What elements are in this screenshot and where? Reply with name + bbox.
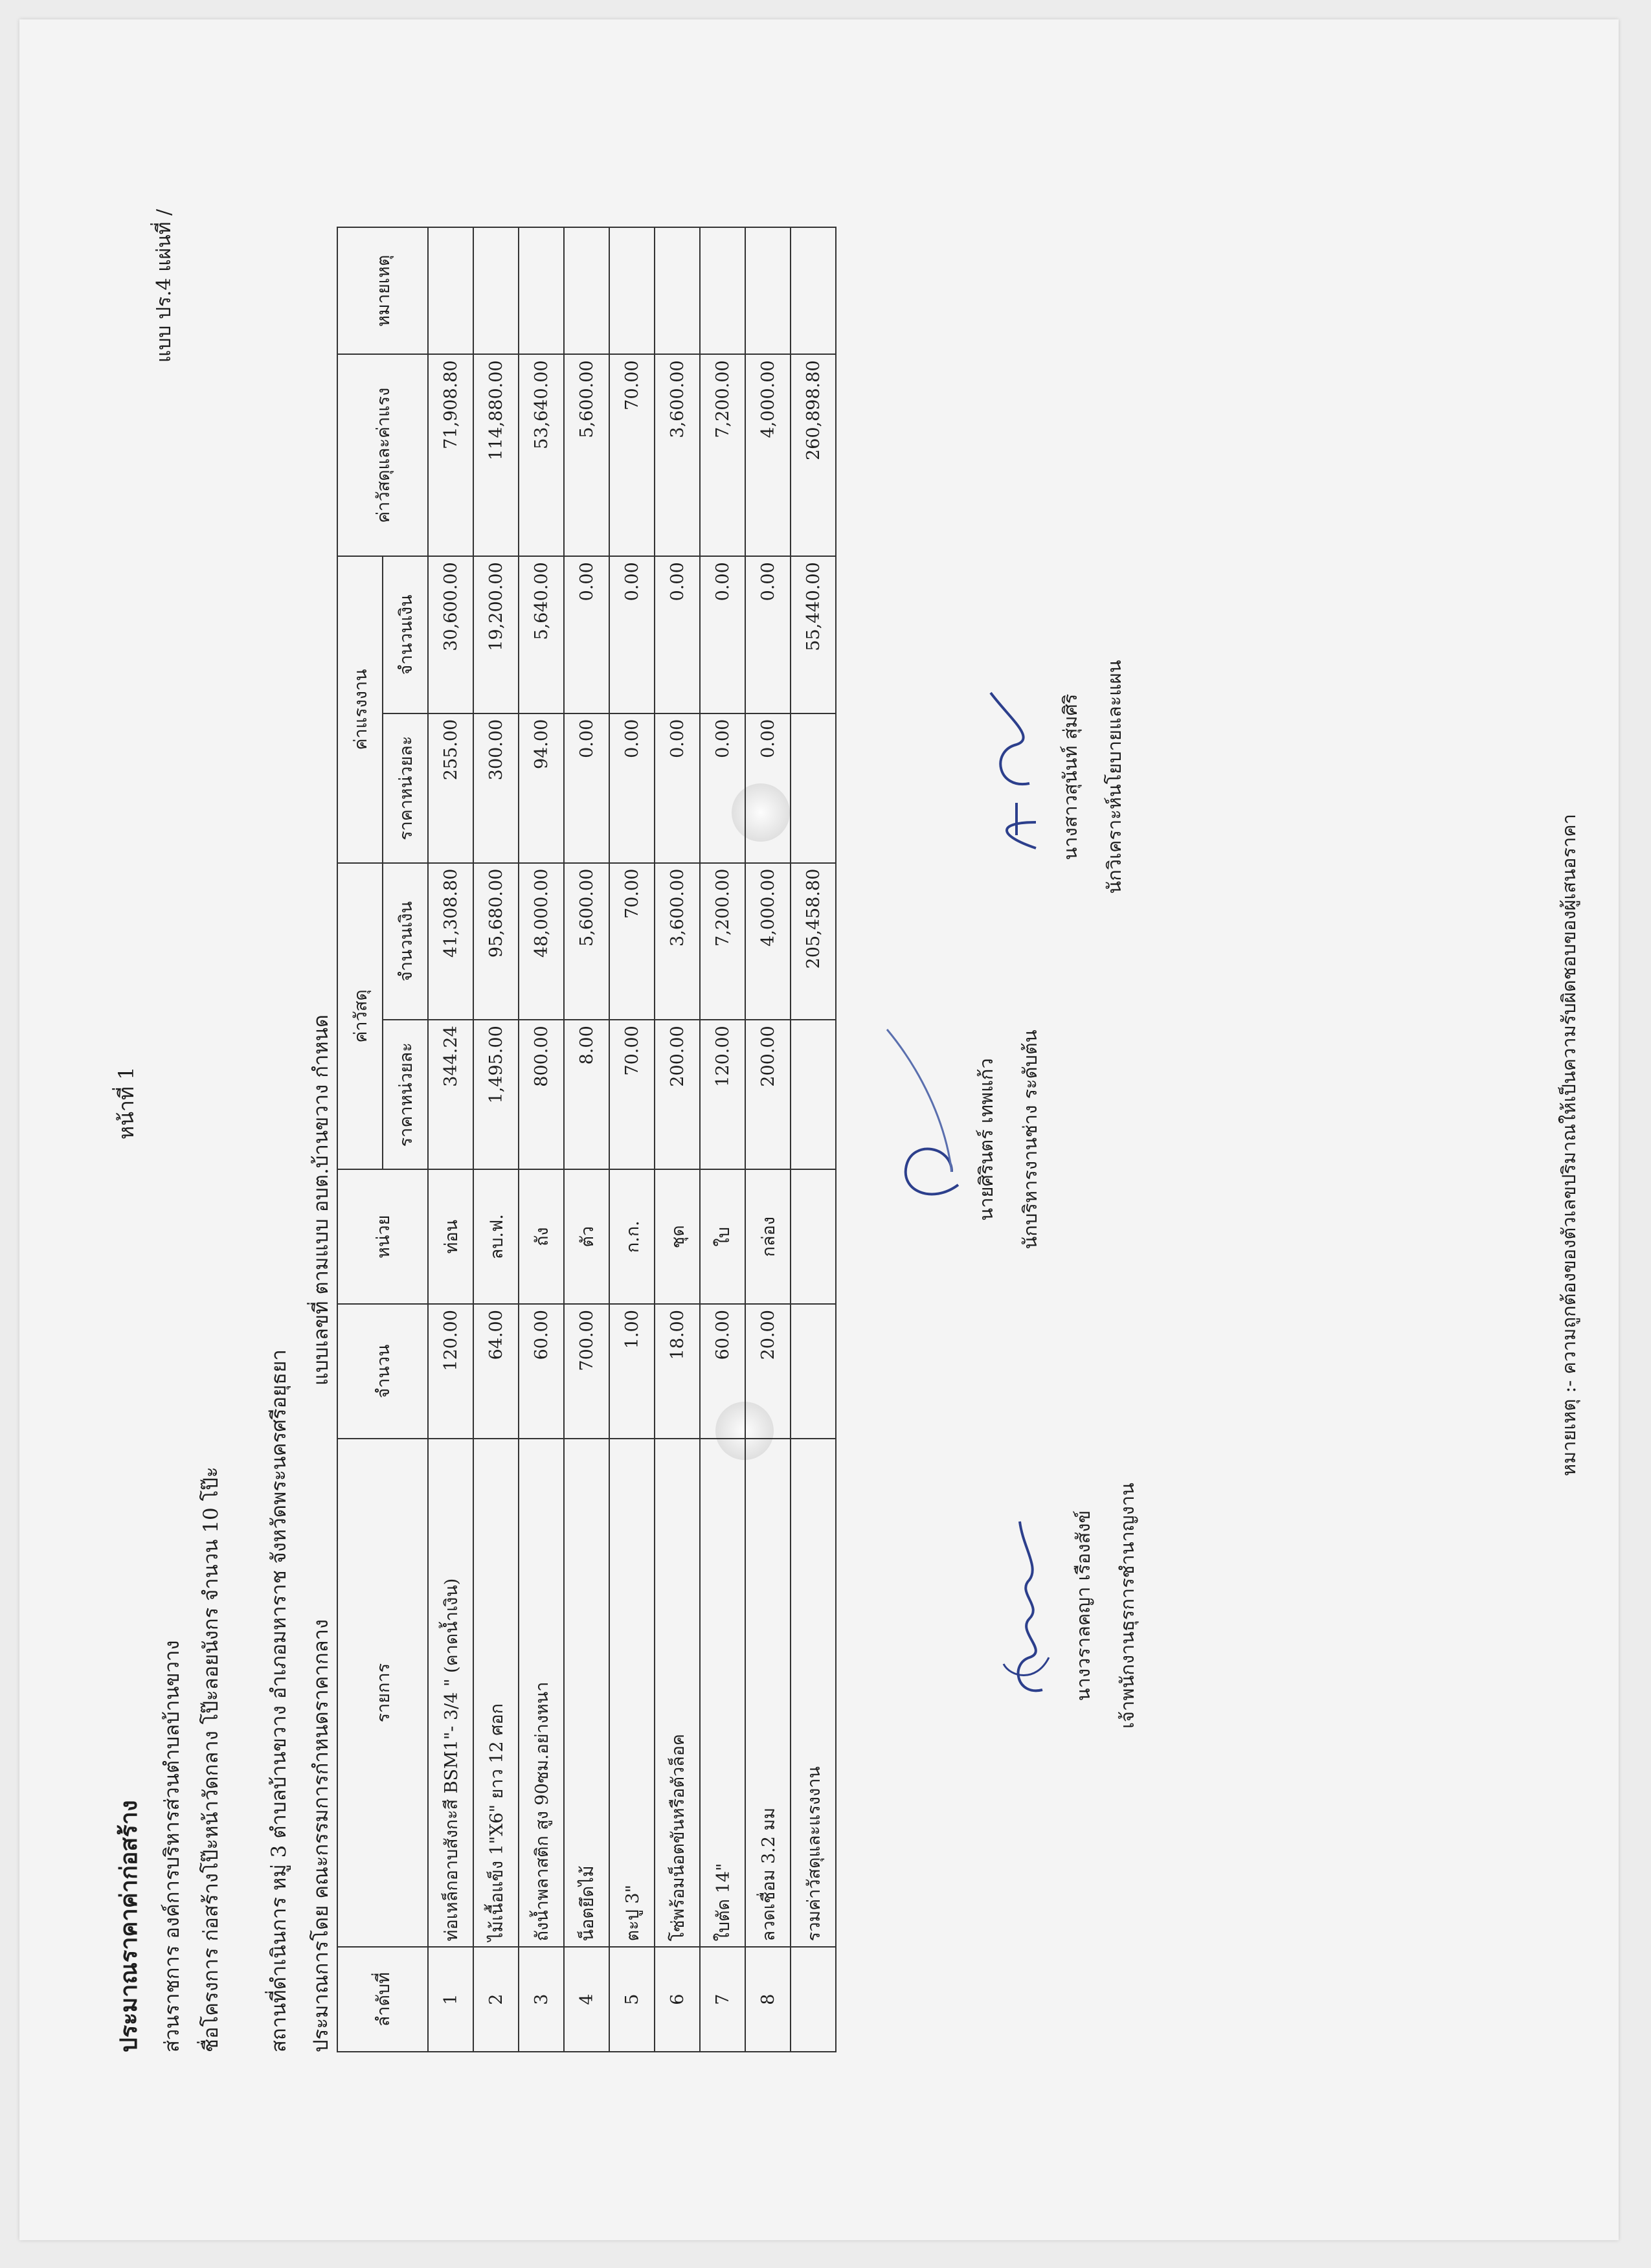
handwritten-signature-right: [971, 680, 1055, 874]
cell-lab-amount: 0.00: [609, 556, 655, 713]
cell-lab-amount: 0.00: [564, 556, 609, 713]
cell-mat-price: 120.00: [700, 1020, 745, 1169]
cell-mat-amount: 5,600.00: [564, 863, 609, 1020]
cell-total-empty: [791, 1304, 836, 1439]
footnote: หมายเหตุ :- ความถูกต้องของตัวเลขปริมาณให้เป็นความรับผิดชอบของผู้เสนอราคา: [1558, 814, 1580, 1476]
cell-lab-price: 0.00: [609, 713, 655, 863]
cell-item: ใบตัด 14": [700, 1439, 745, 1947]
cell-lab-amount: 19,200.00: [473, 556, 519, 713]
cell-mat-amount: 48,000.00: [519, 863, 564, 1020]
cell-unit: ใบ: [700, 1169, 745, 1304]
cell-remark: [519, 227, 564, 354]
cell-total: 53,640.00: [519, 354, 564, 556]
col-header-material: ค่าวัสดุ: [337, 863, 383, 1170]
col-header-total: ค่าวัสดุและค่าแรง: [337, 354, 428, 556]
cell-total-empty: [791, 1169, 836, 1304]
signer-right-name: นางสาวสุนันท์ สุ่มศิริ: [1059, 693, 1081, 860]
cell-mat-amount: 7,200.00: [700, 863, 745, 1020]
cell-mat-price: 70.00: [609, 1020, 655, 1169]
col-header-no: ลำดับที่: [337, 1947, 428, 2052]
cell-lab-price: 300.00: [473, 713, 519, 863]
cell-mat-price: 1,495.00: [473, 1020, 519, 1169]
cell-mat-price: 800.00: [519, 1020, 564, 1169]
cell-no: 6: [655, 1947, 700, 2052]
cell-mat-amount: 41,308.80: [428, 863, 473, 1020]
cell-remark: [564, 227, 609, 354]
cell-mat-price: 344.24: [428, 1020, 473, 1169]
cell-remark: [700, 227, 745, 354]
cell-item: ท่อเหล็กอาบสังกะสี BSM1"- 3/4 " (คาดน้ำเงิน): [428, 1439, 473, 1947]
cell-no: 7: [700, 1947, 745, 2052]
cell-total: 70.00: [609, 354, 655, 556]
agency-line: ส่วนราชการ องค์การบริหารส่วนตำบลบ้านขวาง: [161, 1640, 184, 2052]
signer-middle-name: นายศิรินตร์ เทพแก้ว: [975, 1058, 997, 1221]
cell-total: 5,600.00: [564, 354, 609, 556]
table-row: [609, 227, 655, 2052]
signature-block-left: [991, 1424, 1142, 1787]
table-total-row: [791, 227, 836, 2052]
cell-unit: ชุด: [655, 1169, 700, 1304]
cell-total: 3,600.00: [655, 354, 700, 556]
table-row: [745, 227, 791, 2052]
drawing-reference: แบบเลขที่ ตามแบบ อบต.บ้านขวาง กำหนด: [309, 1014, 333, 1386]
cell-no: 4: [564, 1947, 609, 2052]
cell-remark: [745, 227, 791, 354]
handwritten-signature-left: [991, 1509, 1068, 1703]
col-header-mat-amount: จำนวนเงิน: [383, 863, 428, 1020]
col-header-mat-price: ราคาหน่วยละ: [383, 1020, 428, 1169]
signer-middle-position: นักบริหารงานช่าง ระดับต้น: [1019, 1029, 1041, 1250]
col-header-item: รายการ: [337, 1439, 428, 1947]
col-header-lab-amount: จำนวนเงิน: [383, 556, 428, 713]
cell-qty: 120.00: [428, 1304, 473, 1439]
cell-item: ไม้เนื้อแข็ง 1"X6" ยาว 12 ศอก: [473, 1439, 519, 1947]
signer-right-position: นักวิเคราะห์นโยบายและแผน: [1103, 660, 1125, 894]
rotated-document: [19, 19, 1619, 2240]
cell-lab-price: 0.00: [700, 713, 745, 863]
cell-item: น็อตยึดไม้: [564, 1439, 609, 1947]
cell-remark: [428, 227, 473, 354]
cell-lab-amount: 0.00: [700, 556, 745, 713]
signature-block-middle: [881, 958, 1045, 1321]
cell-total: 71,908.80: [428, 354, 473, 556]
cell-mat-price: 8.00: [564, 1020, 609, 1169]
cell-unit: ก.ก.: [609, 1169, 655, 1304]
cell-lab-price: 0.00: [745, 713, 791, 863]
cell-unit: ลบ.ฟ.: [473, 1169, 519, 1304]
handwritten-signature-middle: [881, 1016, 971, 1263]
table-row: [655, 227, 700, 2052]
col-header-labor: ค่าแรงงาน: [337, 556, 383, 863]
cell-total: 7,200.00: [700, 354, 745, 556]
cell-unit: ท่อน: [428, 1169, 473, 1304]
cell-no: 8: [745, 1947, 791, 2052]
cell-unit: กล่อง: [745, 1169, 791, 1304]
cell-lab-price: 0.00: [564, 713, 609, 863]
table-row: [519, 227, 564, 2052]
cell-no: 5: [609, 1947, 655, 2052]
cell-lab-price: 255.00: [428, 713, 473, 863]
cell-total-empty: [791, 1947, 836, 2052]
project-line: ชื่อโครงการ ก่อสร้างโป๊ะหน้าวัดกลาง โป๊ะลอยนังกร จำนวน 10 โป๊ะ: [199, 1466, 223, 2052]
location-line: สถานที่ดำเนินการ หมู่ 3 ตำบลบ้านขวาง อำเภอมหาราช จังหวัดพระนครศรีอยุธยา: [267, 1349, 291, 2052]
col-header-qty: จำนวน: [337, 1304, 428, 1439]
cell-remark: [473, 227, 519, 354]
cell-item: ตะปู 3": [609, 1439, 655, 1947]
cell-lab-amount: 5,640.00: [519, 556, 564, 713]
cell-no: 2: [473, 1947, 519, 2052]
cell-lab-amount: 30,600.00: [428, 556, 473, 713]
col-header-remark: หมายเหตุ: [337, 227, 428, 354]
cell-lab-amount: 0.00: [745, 556, 791, 713]
cell-item: ถังน้ำพลาสติก สูง 90ซม.อย่างหนา: [519, 1439, 564, 1947]
cell-item: ลวดเชื่อม 3.2 มม: [745, 1439, 791, 1947]
cell-qty: 20.00: [745, 1304, 791, 1439]
cell-no: 3: [519, 1947, 564, 2052]
total-label: รวมค่าวัสดุและแรงงาน: [791, 1439, 836, 1947]
table-header-row: [337, 227, 383, 2052]
cell-total: 4,000.00: [745, 354, 791, 556]
cell-qty: 60.00: [700, 1304, 745, 1439]
signer-left-name: นางวราลคญา เรืองสังข์: [1072, 1510, 1094, 1701]
cell-lab-amount: 0.00: [655, 556, 700, 713]
cell-item: โซ่พร้อมน็อตขันหรือตัวล็อค: [655, 1439, 700, 1947]
cell-mat-amount: 95,680.00: [473, 863, 519, 1020]
cell-total-empty: [791, 227, 836, 354]
price-estimate-table: [337, 227, 837, 2052]
estimator-line: ประมาณการโดย คณะกรรมการกำหนดราคากลาง: [309, 1619, 333, 2052]
signature-block-right: [971, 596, 1129, 958]
cell-qty: 18.00: [655, 1304, 700, 1439]
total-labor-amount: 55,440.00: [791, 556, 836, 713]
cell-no: 1: [428, 1947, 473, 2052]
signer-left-position: เจ้าพนักงานธุรการชำนาญงาน: [1116, 1483, 1138, 1729]
table-row: [564, 227, 609, 2052]
cell-unit: ตัว: [564, 1169, 609, 1304]
document-title: ประมาณราคาค่าก่อสร้าง: [115, 1800, 142, 2052]
cell-qty: 1.00: [609, 1304, 655, 1439]
page-label: หน้าที่ 1: [114, 1066, 139, 1140]
total-material-amount: 205,458.80: [791, 863, 836, 1020]
table-row: [700, 227, 745, 2052]
cell-total: 114,880.00: [473, 354, 519, 556]
cell-unit: ถัง: [519, 1169, 564, 1304]
cell-remark: [655, 227, 700, 354]
cell-mat-price: 200.00: [745, 1020, 791, 1169]
cell-total-empty: [791, 1020, 836, 1169]
cell-mat-price: 200.00: [655, 1020, 700, 1169]
scanned-page: [19, 19, 1619, 2240]
col-header-lab-price: ราคาหน่วยละ: [383, 713, 428, 863]
table-row: [473, 227, 519, 2052]
cell-total-empty: [791, 713, 836, 863]
grand-total: 260,898.80: [791, 354, 836, 556]
cell-mat-amount: 3,600.00: [655, 863, 700, 1020]
cell-mat-amount: 70.00: [609, 863, 655, 1020]
cell-lab-price: 94.00: [519, 713, 564, 863]
cell-qty: 60.00: [519, 1304, 564, 1439]
cell-qty: 64.00: [473, 1304, 519, 1439]
cell-remark: [609, 227, 655, 354]
form-code: แบบ ปร.4 แผ่นที่ /: [153, 208, 175, 363]
cell-lab-price: 0.00: [655, 713, 700, 863]
col-header-unit: หน่วย: [337, 1169, 428, 1304]
table-row: [428, 227, 473, 2052]
cell-qty: 700.00: [564, 1304, 609, 1439]
cell-mat-amount: 4,000.00: [745, 863, 791, 1020]
